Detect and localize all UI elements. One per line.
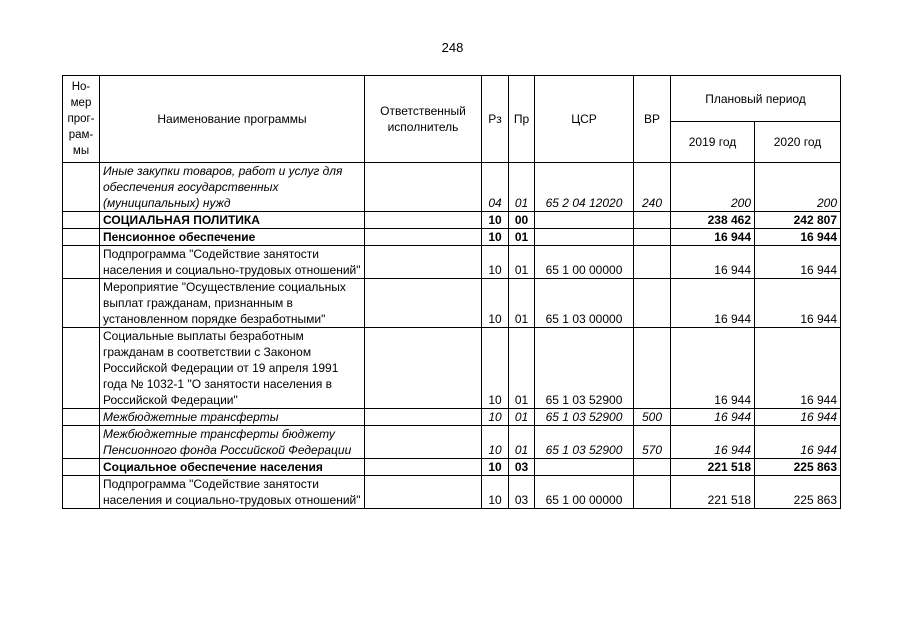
cell-vr: 500	[634, 409, 671, 426]
cell-csr	[535, 459, 634, 476]
table-row	[63, 246, 841, 279]
cell-csr	[535, 229, 634, 246]
header-csr: ЦСР	[535, 76, 634, 163]
cell-pr: 03	[509, 459, 535, 476]
table-row	[63, 229, 841, 246]
cell-rz: 10	[482, 328, 509, 409]
cell-vr: 570	[634, 426, 671, 459]
cell-csr: 65 1 00 00000	[535, 246, 634, 279]
cell-year-2020: 16 944	[755, 426, 841, 459]
cell-program-number	[63, 328, 100, 409]
cell-program-name: Мероприятие "Осуществление социальных выплат гражданам, признанным в установленном порядке безработными"	[100, 279, 365, 328]
cell-program-number	[63, 163, 100, 212]
cell-executor	[365, 279, 482, 328]
cell-csr: 65 1 03 00000	[535, 279, 634, 328]
cell-year-2020: 16 944	[755, 246, 841, 279]
table-row	[63, 163, 841, 212]
cell-pr: 01	[509, 426, 535, 459]
cell-program-number	[63, 279, 100, 328]
cell-year-2020: 16 944	[755, 409, 841, 426]
cell-rz: 10	[482, 476, 509, 509]
cell-rz: 10	[482, 409, 509, 426]
cell-csr	[535, 212, 634, 229]
cell-program-name: Межбюджетные трансферты	[100, 409, 365, 426]
cell-program-number	[63, 246, 100, 279]
table-row	[63, 212, 841, 229]
cell-vr	[634, 328, 671, 409]
cell-year-2019: 16 944	[671, 328, 755, 409]
cell-vr	[634, 459, 671, 476]
cell-pr: 01	[509, 229, 535, 246]
cell-executor	[365, 459, 482, 476]
cell-year-2020: 225 863	[755, 476, 841, 509]
cell-year-2019: 16 944	[671, 229, 755, 246]
cell-program-number	[63, 212, 100, 229]
cell-rz: 10	[482, 459, 509, 476]
cell-pr: 01	[509, 163, 535, 212]
cell-program-number	[63, 409, 100, 426]
cell-csr: 65 2 04 12020	[535, 163, 634, 212]
cell-executor	[365, 246, 482, 279]
cell-rz: 10	[482, 246, 509, 279]
cell-year-2020: 16 944	[755, 328, 841, 409]
cell-csr: 65 1 00 00000	[535, 476, 634, 509]
cell-year-2020: 16 944	[755, 229, 841, 246]
cell-program-name: Иные закупки товаров, работ и услуг для обеспечения государственных (муниципальных) нужд	[100, 163, 365, 212]
table-row	[63, 426, 841, 459]
cell-executor	[365, 476, 482, 509]
cell-program-name: Межбюджетные трансферты бюджету Пенсионного фонда Российской Федерации	[100, 426, 365, 459]
header-row	[63, 76, 841, 122]
cell-program-number	[63, 229, 100, 246]
cell-year-2019: 16 944	[671, 409, 755, 426]
cell-pr: 00	[509, 212, 535, 229]
cell-vr	[634, 279, 671, 328]
cell-executor	[365, 229, 482, 246]
page-number: 248	[441, 40, 464, 55]
header-program-number: Но-мер прог-рам-мы	[63, 76, 100, 163]
table-row	[63, 476, 841, 509]
cell-program-name: Подпрограмма "Содействие занятости населения и социально-трудовых отношений"	[100, 476, 365, 509]
cell-rz: 10	[482, 279, 509, 328]
cell-csr: 65 1 03 52900	[535, 409, 634, 426]
cell-program-number	[63, 476, 100, 509]
cell-pr: 01	[509, 279, 535, 328]
header-year-2019: 2019 год	[671, 122, 755, 163]
cell-vr	[634, 212, 671, 229]
header-year-2020: 2020 год	[755, 122, 841, 163]
cell-year-2019: 16 944	[671, 246, 755, 279]
cell-program-name: Социальные выплаты безработным гражданам в соответствии с Законом Российской Федерации от 19 апреля 1991 года № 1032-1 "О занятости населения в Российской Федерации"	[100, 328, 365, 409]
cell-rz: 04	[482, 163, 509, 212]
header-program-name: Наименование программы	[100, 76, 365, 163]
cell-executor	[365, 212, 482, 229]
cell-program-name: Пенсионное обеспечение	[100, 229, 365, 246]
cell-csr: 65 1 03 52900	[535, 328, 634, 409]
cell-pr: 01	[509, 328, 535, 409]
cell-year-2020: 242 807	[755, 212, 841, 229]
table-body	[63, 163, 841, 509]
table-row	[63, 409, 841, 426]
cell-rz: 10	[482, 426, 509, 459]
header-planned-period: Плановый период	[671, 76, 841, 122]
table-row	[63, 459, 841, 476]
header-pr: Пр	[509, 76, 535, 163]
cell-program-number	[63, 459, 100, 476]
cell-year-2019: 221 518	[671, 459, 755, 476]
cell-program-name: Подпрограмма "Содействие занятости населения и социально-трудовых отношений"	[100, 246, 365, 279]
cell-year-2019: 200	[671, 163, 755, 212]
cell-program-number	[63, 426, 100, 459]
cell-pr: 01	[509, 409, 535, 426]
header-vr: ВР	[634, 76, 671, 163]
table-row	[63, 279, 841, 328]
cell-pr: 03	[509, 476, 535, 509]
cell-program-name: СОЦИАЛЬНАЯ ПОЛИТИКА	[100, 212, 365, 229]
cell-program-name: Социальное обеспечение населения	[100, 459, 365, 476]
cell-vr	[634, 476, 671, 509]
cell-executor	[365, 328, 482, 409]
cell-year-2019: 16 944	[671, 426, 755, 459]
header-executor: Ответственный исполнитель	[365, 76, 482, 163]
cell-year-2020: 200	[755, 163, 841, 212]
cell-year-2020: 16 944	[755, 279, 841, 328]
cell-rz: 10	[482, 212, 509, 229]
table-row	[63, 328, 841, 409]
budget-table	[62, 75, 841, 509]
cell-year-2020: 225 863	[755, 459, 841, 476]
cell-vr	[634, 246, 671, 279]
cell-csr: 65 1 03 52900	[535, 426, 634, 459]
header-rz: Рз	[482, 76, 509, 163]
cell-year-2019: 16 944	[671, 279, 755, 328]
cell-executor	[365, 409, 482, 426]
cell-rz: 10	[482, 229, 509, 246]
cell-year-2019: 238 462	[671, 212, 755, 229]
cell-vr: 240	[634, 163, 671, 212]
cell-year-2019: 221 518	[671, 476, 755, 509]
cell-vr	[634, 229, 671, 246]
cell-executor	[365, 163, 482, 212]
cell-executor	[365, 426, 482, 459]
cell-pr: 01	[509, 246, 535, 279]
